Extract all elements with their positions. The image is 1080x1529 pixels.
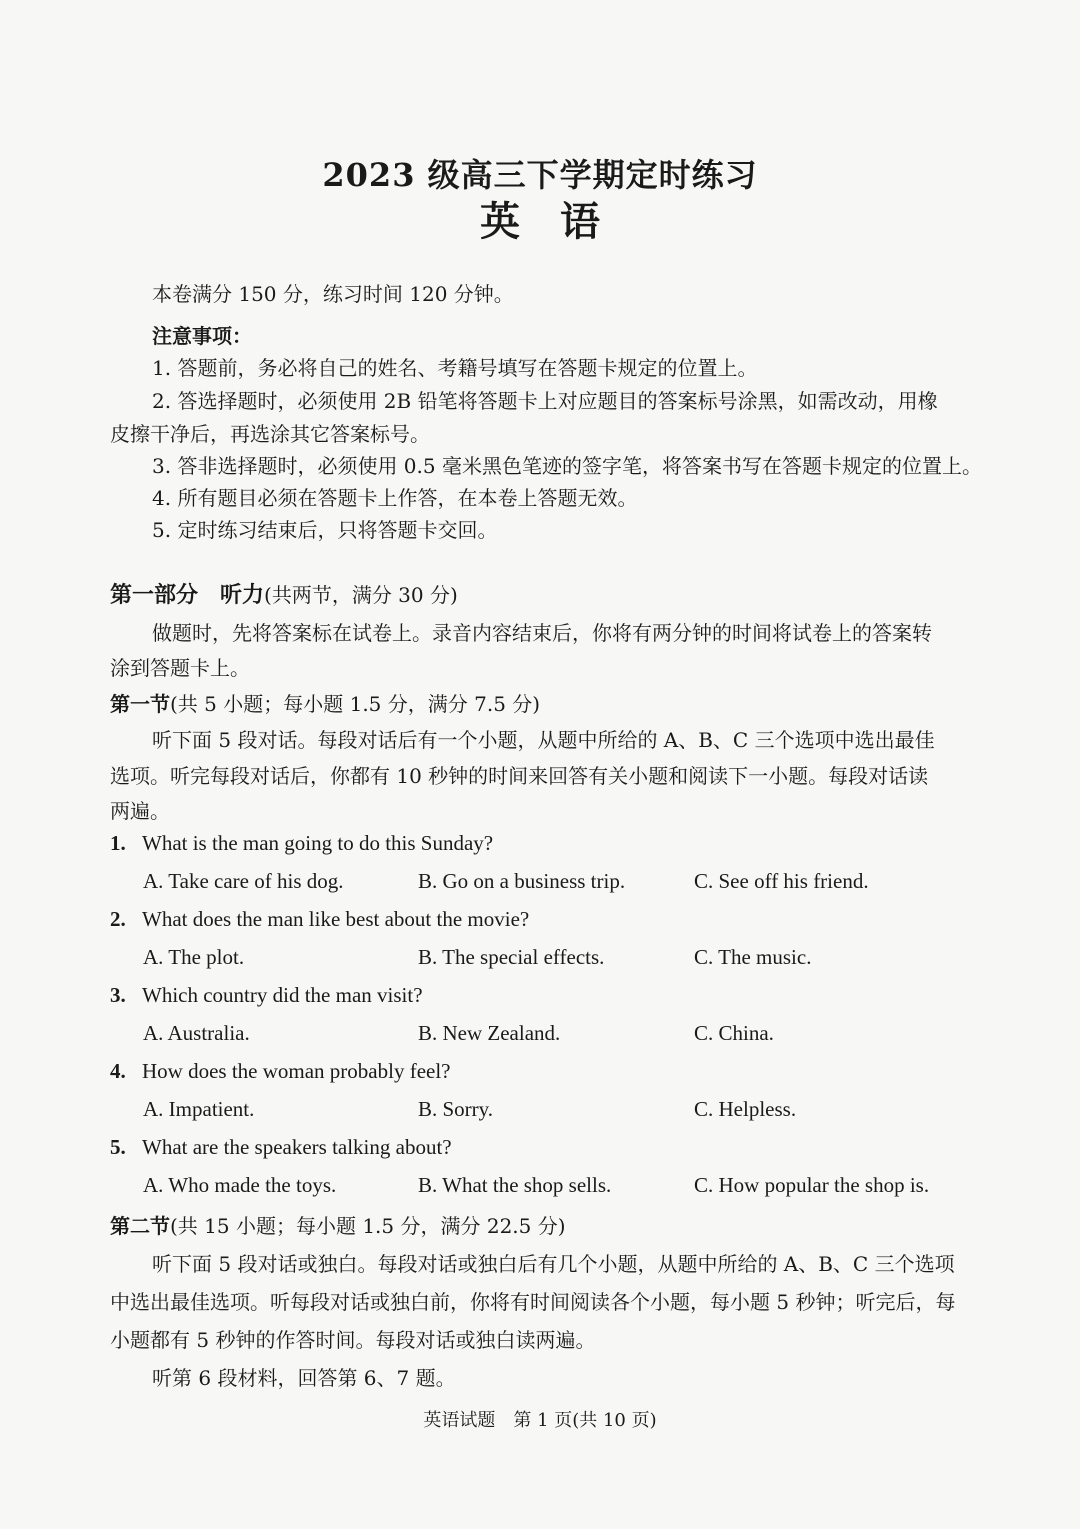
page-footer: 英语试题 第 1 页(共 10 页) [423, 1410, 657, 1431]
question-4 [110, 1059, 451, 1084]
question-2-option-b: B. The special effects. [418, 945, 605, 969]
exam-subject: 英语 [480, 198, 640, 245]
section2-instructions-1: 听下面 5 段对话或独白。每段对话或独白后有几个小题，从题中所给的 A、B、C 三个选项 [152, 1252, 955, 1276]
question-number: 2. [110, 907, 126, 931]
question-2 [110, 907, 529, 932]
question-4-option-a: A. Impatient. [143, 1097, 255, 1121]
section1-heading [110, 688, 540, 717]
question-1-option-a: A. Take care of his dog. [143, 869, 344, 893]
section2-instructions-2: 中选出最佳选项。听每段对话或独白前，你将有时间阅读各个小题，每小题 5 秒钟；听完后，每 [110, 1290, 956, 1314]
question-text: What does the man like best about the movie? [142, 907, 530, 931]
section2-heading [110, 1210, 566, 1239]
section2-material: 听第 6 段材料，回答第 6、7 题。 [152, 1366, 456, 1390]
notice-heading: 注意事项： [152, 324, 252, 348]
question-5-option-a: A. Who made the toys. [143, 1173, 337, 1197]
question-3-option-b: B. New Zealand. [418, 1021, 561, 1045]
question-3-option-c: C. China. [694, 1021, 774, 1045]
part1-title: 第一部分 听力 [110, 582, 265, 608]
question-text: What is the man going to do this Sunday? [142, 831, 494, 855]
question-2-option-c: C. The music. [694, 945, 812, 969]
question-text: Which country did the man visit? [142, 983, 423, 1007]
notice-item-5: 5. 定时练习结束后，只将答题卡交回。 [152, 518, 498, 542]
section2-title: 第二节 [110, 1214, 170, 1238]
question-number: 5. [110, 1135, 126, 1159]
intro-text: 本卷满分 150 分，练习时间 120 分钟。 [152, 282, 514, 306]
question-3-option-a: A. Australia. [143, 1021, 250, 1045]
question-1 [110, 831, 493, 856]
question-number: 4. [110, 1059, 126, 1083]
question-4-option-c: C. Helpless. [694, 1097, 797, 1121]
section2-instructions-3: 小题都有 5 秒钟的作答时间。每段对话或独白读两遍。 [110, 1328, 596, 1352]
question-text: How does the woman probably feel? [142, 1059, 451, 1083]
notice-item-3: 3. 答非选择题时，必须使用 0.5 毫米黑色笔迹的签字笔，将答案书写在答题卡规定的位置上。 [152, 454, 982, 478]
notice-item-2: 2. 答选择题时，必须使用 2B 铅笔将答题卡上对应题目的答案标号涂黑，如需改动，用橡 [152, 389, 938, 413]
notice-item-2-cont: 皮擦干净后，再选涂其它答案标号。 [110, 422, 430, 446]
question-5 [110, 1135, 452, 1160]
part1-note: (共两节，满分 30 分) [264, 583, 458, 607]
notice-item-1: 1. 答题前，务必将自己的姓名、考籍号填写在答题卡规定的位置上。 [152, 356, 758, 380]
section1-note: (共 5 小题；每小题 1.5 分，满分 7.5 分) [170, 692, 541, 716]
question-number: 1. [110, 831, 126, 855]
exam-title: 2023 级高三下学期定时练习 [322, 156, 758, 194]
question-5-option-c: C. How popular the shop is. [694, 1173, 930, 1197]
question-5-option-b: B. What the shop sells. [418, 1173, 612, 1197]
section2-note: (共 15 小题；每小题 1.5 分，满分 22.5 分) [170, 1214, 566, 1238]
question-1-option-c: C. See off his friend. [694, 869, 869, 893]
section1-instructions-3: 两遍。 [110, 799, 170, 823]
question-number: 3. [110, 983, 126, 1007]
section1-title: 第一节 [110, 692, 170, 716]
notice-item-4: 4. 所有题目必须在答题卡上作答，在本卷上答题无效。 [152, 486, 638, 510]
question-3 [110, 983, 423, 1008]
section1-instructions-1: 听下面 5 段对话。每段对话后有一个小题，从题中所给的 A、B、C 三个选项中选出最佳 [152, 728, 935, 752]
question-text: What are the speakers talking about? [142, 1135, 452, 1159]
part1-instructions-1: 做题时，先将答案标在试卷上。录音内容结束后，你将有两分钟的时间将试卷上的答案转 [152, 621, 932, 645]
section1-instructions-2: 选项。听完每段对话后，你都有 10 秒钟的时间来回答有关小题和阅读下一小题。每段对话读 [110, 764, 929, 788]
part1-heading [110, 578, 458, 609]
part1-instructions-2: 涂到答题卡上。 [110, 656, 250, 680]
question-2-option-a: A. The plot. [143, 945, 245, 969]
question-1-option-b: B. Go on a business trip. [418, 869, 626, 893]
question-4-option-b: B. Sorry. [418, 1097, 494, 1121]
